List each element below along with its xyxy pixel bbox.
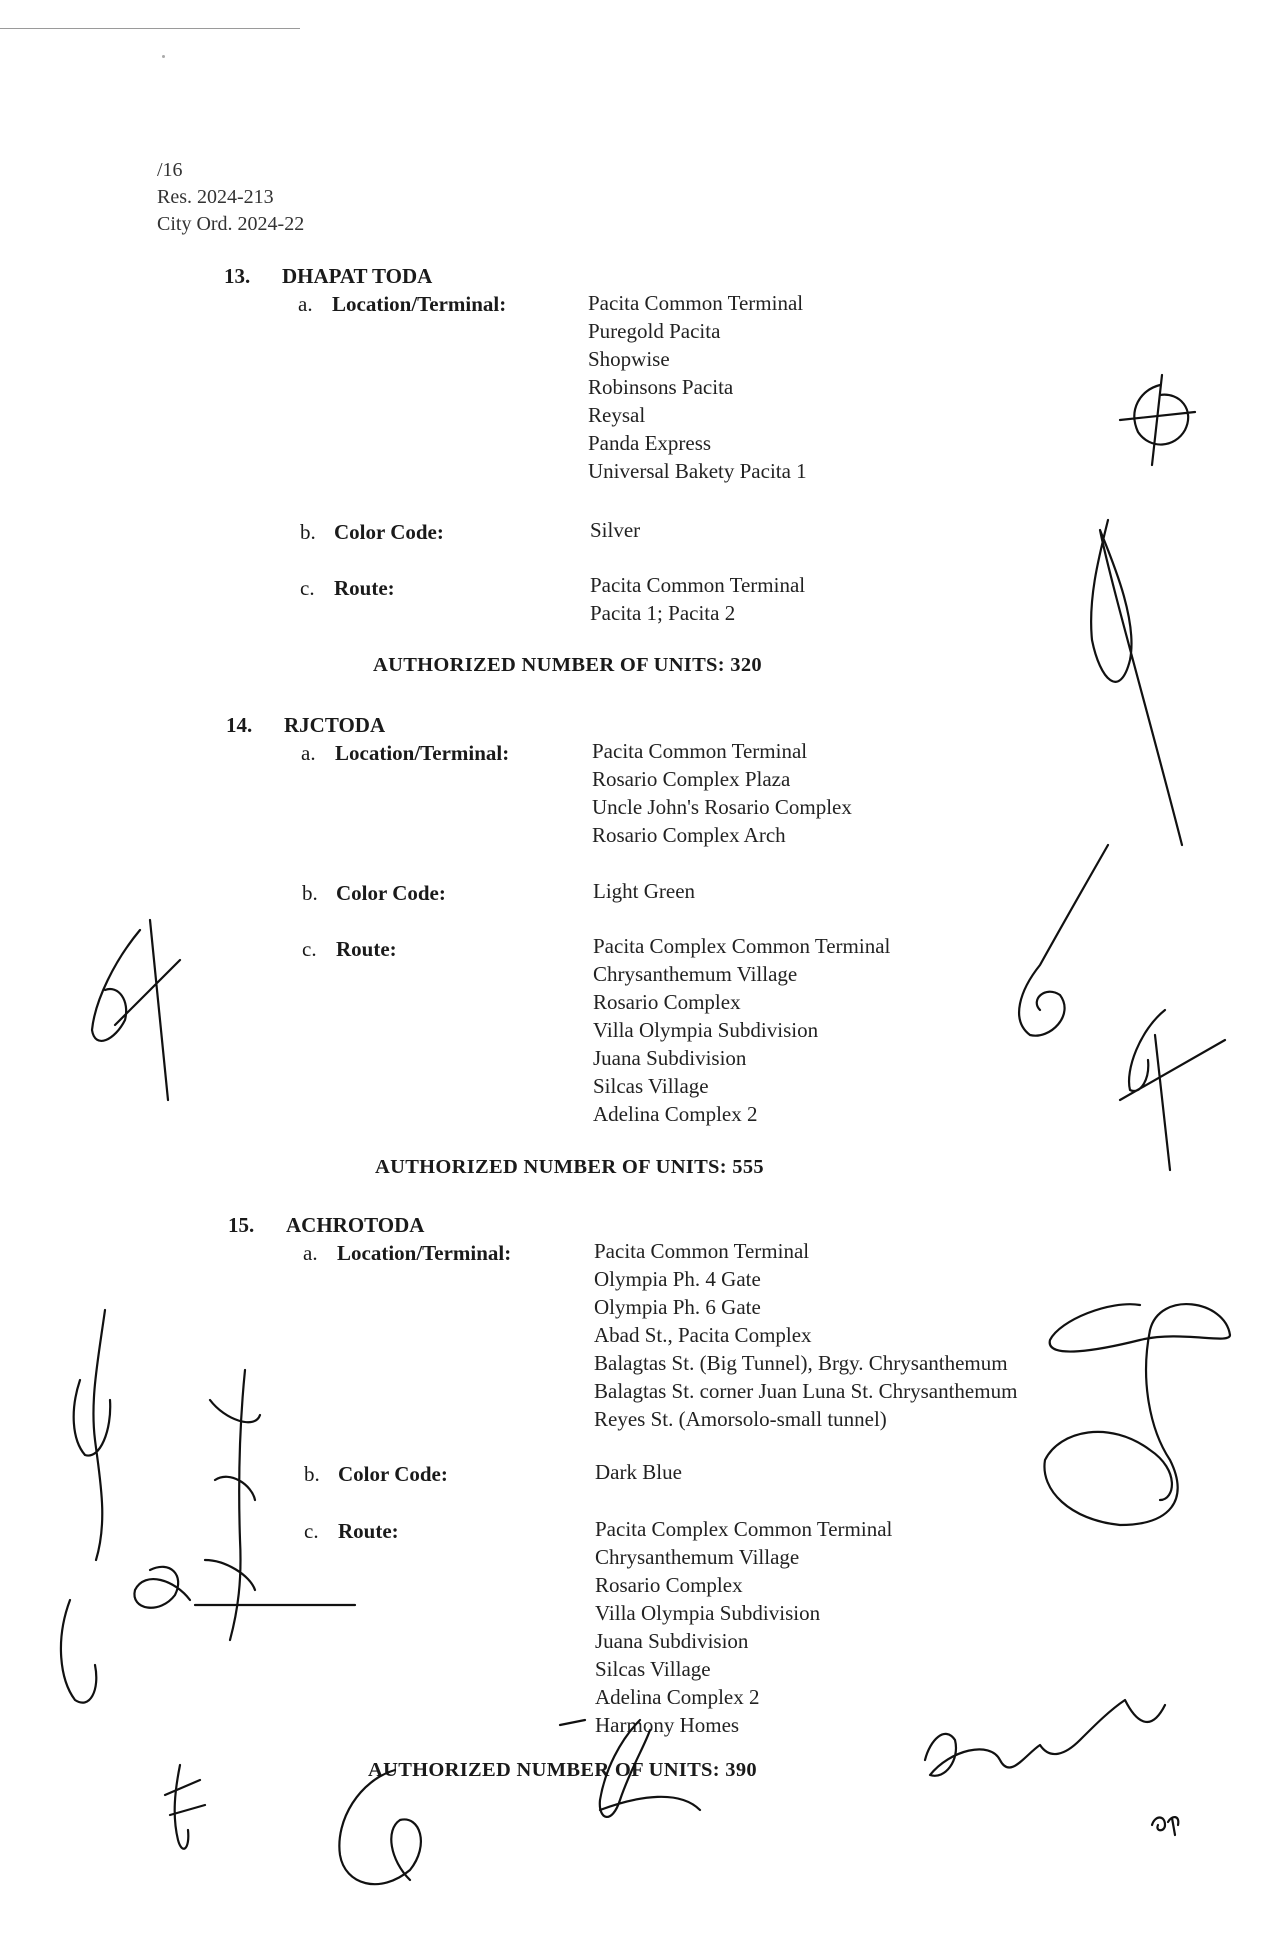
list-item: Chrysanthemum Village <box>595 1545 800 1569</box>
signature-loop-right <box>1044 1304 1230 1525</box>
list-item: Balagtas St. (Big Tunnel), Brgy. Chrysanthemum <box>594 1351 1008 1375</box>
list-item: Pacita Common Terminal <box>588 291 804 315</box>
list-item: Rosario Complex <box>593 990 741 1014</box>
color-code-value: Light Green <box>593 879 696 903</box>
authorized-units: AUTHORIZED NUMBER OF UNITS: 390 <box>368 1759 757 1781</box>
list-item: Pacita Common Terminal <box>592 739 808 763</box>
list-item: Rosario Complex Plaza <box>592 767 791 791</box>
list-item: Panda Express <box>588 431 712 455</box>
location-list <box>588 289 807 485</box>
authorized-units: AUTHORIZED NUMBER OF UNITS: 320 <box>373 654 762 676</box>
color-code-value: Dark Blue <box>595 1460 682 1484</box>
signature-left-a <box>92 920 180 1100</box>
color-code-label: b. Color Code: <box>304 1462 448 1486</box>
route-label: c. Route: <box>302 937 397 961</box>
location-label: a. Location/Terminal: <box>301 741 510 765</box>
list-item: Silcas Village <box>593 1074 709 1098</box>
signature-left-vertical <box>61 1310 110 1703</box>
signature-bottom-left <box>165 1765 205 1849</box>
document-header <box>157 157 304 238</box>
list-item: Pacita Complex Common Terminal <box>593 934 891 958</box>
color-code-value: Silver <box>590 518 641 542</box>
list-item: Rosario Complex Arch <box>592 823 786 847</box>
list-item: Abad St., Pacita Complex <box>594 1323 812 1347</box>
section-name: ACHROTODA <box>286 1213 425 1237</box>
list-item: Adelina Complex 2 <box>593 1102 758 1126</box>
signature-left-swirl <box>134 1567 190 1608</box>
scan-speck <box>162 55 165 58</box>
section-name: RJCTODA <box>284 713 386 737</box>
section-number: 15. <box>228 1213 255 1237</box>
location-label: a. Location/Terminal: <box>303 1241 512 1265</box>
section-title <box>228 1213 424 1238</box>
list-item: Robinsons Pacita <box>588 375 734 399</box>
ordinance-number: City Ord. 2024-22 <box>157 213 305 235</box>
list-item: Harmony Homes <box>595 1713 740 1737</box>
location-list <box>594 1237 1017 1433</box>
list-item: Pacita 1; Pacita 2 <box>590 601 736 625</box>
list-item: Villa Olympia Subdivision <box>593 1018 819 1042</box>
scan-edge-line <box>0 28 300 29</box>
signature-vertical-name <box>195 1370 355 1640</box>
page-number: /16 <box>157 159 183 181</box>
route-label: c. Route: <box>304 1519 399 1543</box>
list-item: Reyes St. (Amorsolo-small tunnel) <box>594 1407 887 1431</box>
color-code-label: b. Color Code: <box>300 520 444 544</box>
list-item: Olympia Ph. 6 Gate <box>594 1295 761 1319</box>
initials-mark <box>1152 1817 1178 1835</box>
list-item: Silcas Village <box>595 1657 711 1681</box>
list-item: Puregold Pacita <box>588 319 721 343</box>
authorized-units: AUTHORIZED NUMBER OF UNITS: 555 <box>375 1156 764 1178</box>
list-item: Olympia Ph. 4 Gate <box>594 1267 761 1291</box>
list-item: Juana Subdivision <box>593 1046 747 1070</box>
list-item: Adelina Complex 2 <box>595 1685 760 1709</box>
signature-right-middle <box>1019 845 1108 1036</box>
list-item: Uncle John's Rosario Complex <box>592 795 852 819</box>
section-title <box>226 713 385 738</box>
section-name: DHAPAT TODA <box>282 264 433 288</box>
signature-long-stroke <box>1091 520 1182 845</box>
signature-cursive-right <box>925 1700 1165 1776</box>
list-item: Balagtas St. corner Juan Luna St. Chrysanthemum <box>594 1379 1018 1403</box>
list-item: Juana Subdivision <box>595 1629 749 1653</box>
section-number: 13. <box>224 264 251 288</box>
list-item: Universal Bakety Pacita 1 <box>588 459 807 483</box>
signature-mark-top-right <box>1120 375 1195 465</box>
section-number: 14. <box>226 713 253 737</box>
route-label: c. Route: <box>300 576 395 600</box>
route-list <box>590 571 805 627</box>
list-item: Pacita Common Terminal <box>594 1239 810 1263</box>
list-item: Villa Olympia Subdivision <box>595 1601 821 1625</box>
resolution-number: Res. 2024-213 <box>157 186 274 208</box>
signature-bottom-center <box>339 1770 421 1884</box>
route-list <box>595 1515 892 1739</box>
list-item: Pacita Complex Common Terminal <box>595 1517 893 1541</box>
route-list <box>593 932 890 1128</box>
list-item: Reysal <box>588 403 646 427</box>
location-list <box>592 737 852 849</box>
list-item: Chrysanthemum Village <box>593 962 798 986</box>
location-label: a. Location/Terminal: <box>298 292 507 316</box>
list-item: Shopwise <box>588 347 670 371</box>
list-item: Pacita Common Terminal <box>590 573 806 597</box>
color-code-label: b. Color Code: <box>302 881 446 905</box>
list-item: Rosario Complex <box>595 1573 743 1597</box>
section-title <box>224 264 432 289</box>
signature-right-a <box>1120 1010 1225 1170</box>
